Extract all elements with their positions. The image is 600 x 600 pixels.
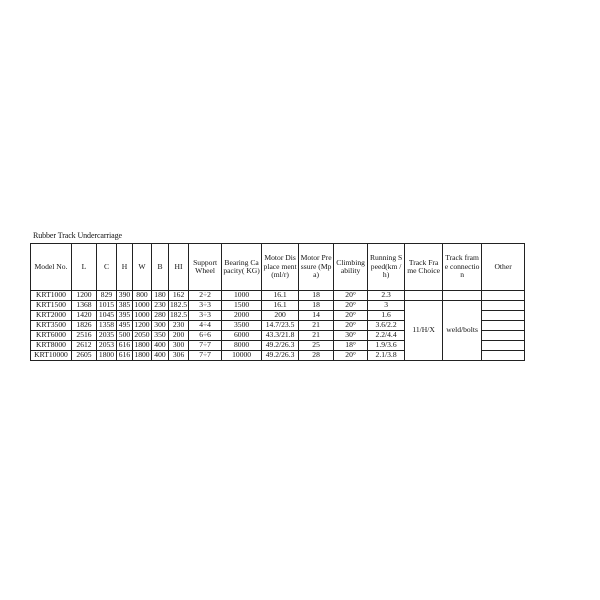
cell-b: 400	[152, 341, 169, 351]
cell-running-speed: 2.3	[368, 291, 405, 301]
cell-motor-pressure: 21	[299, 321, 334, 331]
cell-h: 616	[117, 341, 133, 351]
cell-model: KRT6000	[31, 331, 72, 341]
col-header-support-wheel: Support Wheel	[189, 244, 222, 291]
cell-other	[482, 301, 525, 311]
col-header-b: B	[152, 244, 169, 291]
cell-support-wheel: 7÷7	[189, 351, 222, 361]
cell-model: KRT3500	[31, 321, 72, 331]
cell-h: 616	[117, 351, 133, 361]
cell-c: 1015	[97, 301, 117, 311]
cell-motor-pressure: 14	[299, 311, 334, 321]
cell-track-frame-choice: 11/H/X	[405, 301, 443, 361]
cell-l: 1826	[72, 321, 97, 331]
col-header-climbing-ability: Climbing ability	[334, 244, 368, 291]
cell-w: 1200	[134, 320, 150, 330]
cell-motor-pressure: 28	[299, 351, 334, 361]
cell-climbing-ability: 20°	[334, 351, 368, 361]
cell-bearing-capacity: 1000	[222, 291, 262, 301]
cell-w: 1800	[134, 350, 150, 360]
cell-b: 230	[152, 301, 169, 311]
cell-h: 385	[117, 301, 133, 311]
cell-b: 180	[152, 291, 169, 301]
cell-motor-displacement: 49.2/26.3	[262, 351, 299, 361]
cell-model: KRT1000	[31, 291, 72, 301]
cell-c: 1800	[97, 351, 117, 361]
cell-motor-displacement: 16.1	[262, 291, 299, 301]
cell-running-speed: 3.6/2.2	[368, 321, 405, 331]
cell-w: 1800	[134, 340, 150, 350]
cell-support-wheel: 3÷3	[189, 301, 222, 311]
cell-h1: 182.5	[170, 300, 188, 310]
cell-other	[482, 331, 525, 341]
cell-w: 1000	[134, 300, 150, 310]
cell-motor-pressure: 18	[299, 301, 334, 311]
cell-motor-pressure: 25	[299, 341, 334, 351]
cell-other	[482, 321, 525, 331]
table-caption: Rubber Track Undercarriage	[33, 231, 122, 240]
cell-h1: 182.5	[170, 310, 188, 320]
col-header-h1: HI	[169, 244, 189, 291]
cell-c: 2053	[97, 341, 117, 351]
cell-other	[482, 341, 525, 351]
cell-b: 300	[152, 321, 169, 331]
cell-climbing-ability: 30°	[334, 331, 368, 341]
cell-bearing-capacity: 3500	[222, 321, 262, 331]
cell-bearing-capacity: 1500	[222, 301, 262, 311]
col-header-w: W	[133, 244, 152, 291]
cell-other	[482, 311, 525, 321]
col-header-h: H	[117, 244, 133, 291]
cell-h: 390	[117, 291, 133, 301]
col-header-motor-displacement: Motor Displace ment (ml/r)	[262, 244, 299, 291]
cell-climbing-ability: 20°	[334, 301, 368, 311]
cell-other	[482, 291, 525, 301]
cell-running-speed: 3	[368, 301, 405, 311]
cell-support-wheel: 6÷6	[189, 331, 222, 341]
cell-h1: 200	[169, 331, 189, 341]
cell-climbing-ability: 18°	[334, 341, 368, 351]
cell-h: 395	[117, 311, 133, 321]
cell-l: 1420	[72, 311, 97, 321]
cell-w: 2050	[134, 330, 150, 340]
table-row	[31, 291, 525, 301]
cell-c: 829	[97, 291, 117, 301]
cell-l: 2605	[72, 351, 97, 361]
cell-h: 500	[117, 331, 133, 341]
col-header-track-frame-choice: Track Frame Choice	[405, 244, 443, 291]
header-row	[31, 244, 525, 291]
cell-b: 350	[152, 331, 169, 341]
cell-b: 400	[152, 351, 169, 361]
cell-l: 1368	[72, 301, 97, 311]
cell-l: 2516	[72, 331, 97, 341]
cell-support-wheel: 3÷3	[189, 311, 222, 321]
cell-l: 2612	[72, 341, 97, 351]
cell-c: 1358	[97, 321, 117, 331]
col-header-motor-pressure: Motor Pressure (Mpa)	[299, 244, 334, 291]
cell-c: 2035	[97, 331, 117, 341]
cell-model: KRT10000	[31, 351, 72, 361]
cell-motor-displacement: 43.3/21.8	[262, 331, 299, 341]
cell-w: 800	[133, 291, 152, 301]
cell-motor-pressure: 18	[299, 291, 334, 301]
cell-model: KRT1500	[31, 301, 72, 311]
cell-track-frame-connection: weld/bolts	[443, 301, 482, 361]
cell-support-wheel: 4÷4	[189, 321, 222, 331]
cell-climbing-ability: 20°	[334, 311, 368, 321]
col-header-other: Other	[482, 244, 525, 291]
cell-motor-displacement: 14.7/23.5	[262, 321, 299, 331]
col-header-bearing-capacity: Bearing Capacity( KG)	[222, 244, 262, 291]
cell-bearing-capacity: 8000	[222, 341, 262, 351]
cell-support-wheel: 2÷2	[189, 291, 222, 301]
col-header-l: L	[72, 244, 97, 291]
table-row	[31, 301, 525, 311]
cell-h1: 306	[169, 351, 189, 361]
cell-bearing-capacity: 2000	[222, 311, 262, 321]
cell-track-frame-connection-empty	[443, 291, 482, 301]
cell-motor-pressure: 21	[299, 331, 334, 341]
cell-c: 1045	[97, 311, 117, 321]
cell-motor-displacement: 49.2/26.3	[262, 341, 299, 351]
cell-h1: 230	[169, 321, 189, 331]
cell-support-wheel: 7÷7	[189, 341, 222, 351]
cell-running-speed: 2.2/4.4	[368, 331, 405, 341]
cell-running-speed: 1.6	[368, 311, 405, 321]
col-header-track-frame-connection: Track frame connectio n	[443, 244, 482, 291]
cell-b: 280	[152, 311, 169, 321]
cell-h1: 300	[169, 341, 189, 351]
cell-other	[482, 351, 525, 361]
col-header-running-speed: Running Speed(km /h)	[368, 244, 405, 291]
cell-bearing-capacity: 6000	[222, 331, 262, 341]
cell-motor-displacement: 200	[262, 311, 299, 321]
cell-motor-displacement: 16.1	[262, 301, 299, 311]
cell-l: 1200	[72, 291, 97, 301]
cell-model: KRT8000	[31, 341, 72, 351]
cell-bearing-capacity: 10000	[222, 351, 262, 361]
cell-climbing-ability: 20°	[334, 321, 368, 331]
cell-w: 1000	[134, 310, 150, 320]
cell-climbing-ability: 20°	[334, 291, 368, 301]
spec-table	[30, 243, 525, 361]
cell-running-speed: 1.9/3.6	[368, 341, 405, 351]
cell-h: 495	[117, 321, 133, 331]
cell-running-speed: 2.1/3.8	[368, 351, 405, 361]
col-header-model: Model No.	[31, 244, 72, 291]
cell-h1: 162	[169, 291, 189, 301]
cell-model: KRT2000	[31, 311, 72, 321]
col-header-c: C	[97, 244, 117, 291]
cell-track-frame-choice-empty	[405, 291, 443, 301]
